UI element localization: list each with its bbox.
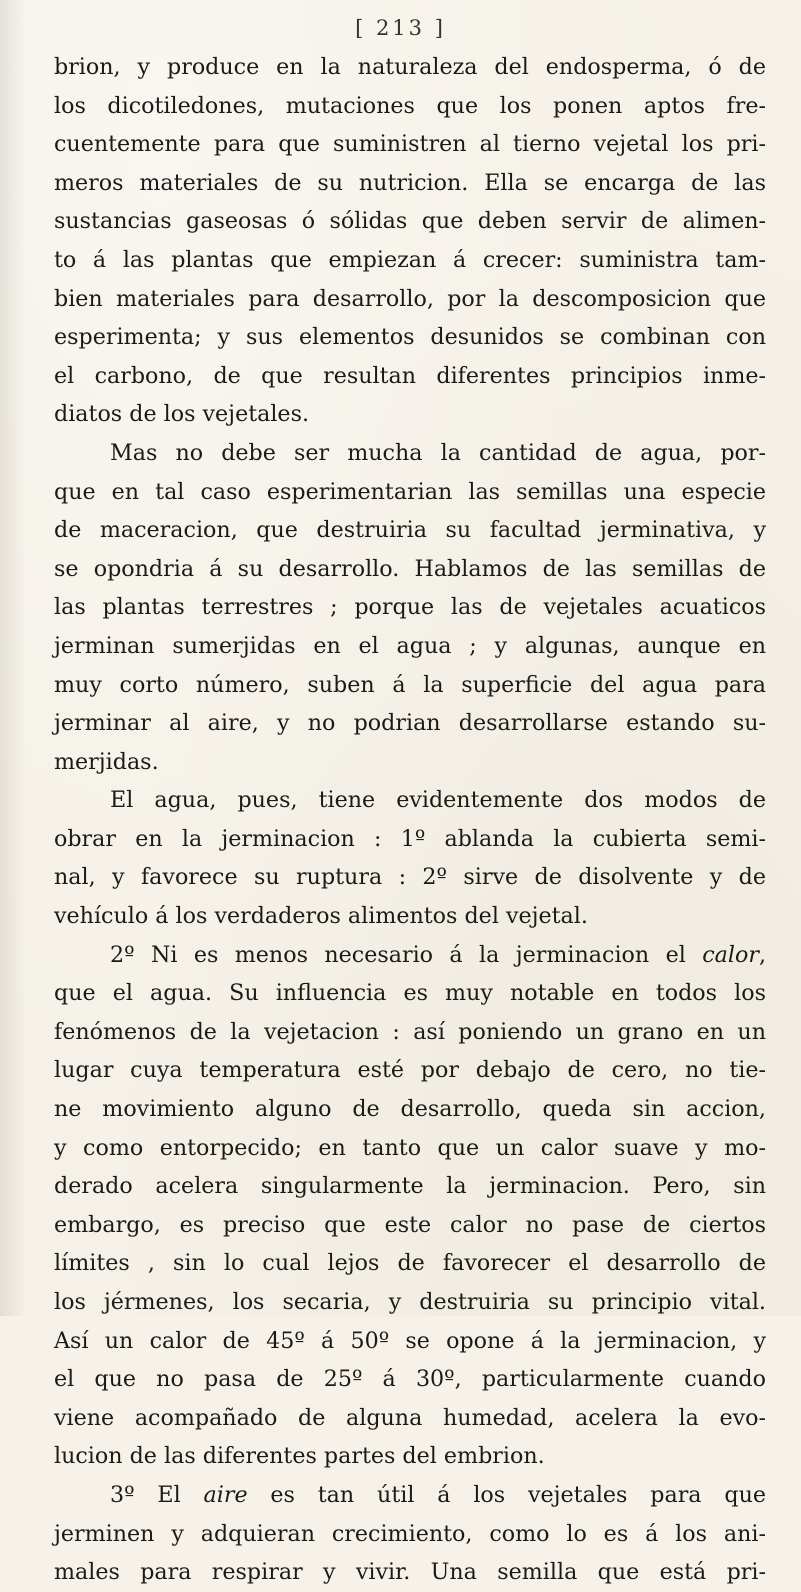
text-line: jerminan sumerjidas en el agua ; y algunas, aunque en <box>54 632 766 659</box>
text-line: los jérmenes, los secaria, y destruiria su principio vital. <box>54 1289 766 1315</box>
paragraph <box>54 781 766 935</box>
text-line: obrar en la jerminacion : 1º ablanda la cubierta semi- <box>54 825 766 852</box>
text-line: embargo, es preciso que este calor no pase de ciertos <box>54 1211 766 1238</box>
text-line: las plantas terrestres ; porque las de vejetales acuaticos <box>54 594 766 621</box>
text-line: se opondria á su desarrollo. Hablamos de las semillas de <box>54 555 766 582</box>
text-line: nal, y favorece su ruptura : 2º sirve de disolvente y de <box>54 864 766 891</box>
paragraph <box>54 48 766 434</box>
text-line: bien materiales para desarrollo, por la descomposicion que <box>54 285 766 312</box>
text-line: esperimenta; y sus elementos desunidos se combinan con <box>54 324 766 351</box>
text-line: fenómenos de la vejetacion : así poniendo un grano en un <box>54 1018 766 1045</box>
text-line: El agua, pues, tiene evidentemente dos modos de <box>110 787 766 814</box>
italic-term: calor <box>702 941 759 968</box>
text-line <box>54 1476 766 1515</box>
text-line: Mas no debe ser mucha la cantidad de agua, por- <box>110 439 766 466</box>
text-line: diatos de los vejetales. <box>54 401 310 428</box>
text-line: Así un calor de 45º á 50º se opone á la jerminacion, y <box>54 1327 766 1354</box>
text-line: límites , sin lo cual lejos de favorecer el desarrollo de <box>54 1250 766 1277</box>
text-line: lucion de las diferentes partes del embrion. <box>54 1443 545 1470</box>
paragraph <box>54 434 766 781</box>
text-line: que el agua. Su influencia es muy notable en todos los <box>54 980 766 1007</box>
text-line: viene acompañado de alguna humedad, acelera la evo- <box>54 1404 766 1431</box>
text-run: 2º Ni es menos necesario á la jerminacion el <box>110 941 703 968</box>
text-run: , <box>758 941 766 968</box>
paragraph <box>54 1476 766 1592</box>
text-line: jerminen y adquieran crecimiento, como lo es á los ani- <box>54 1520 766 1547</box>
paragraph <box>54 936 766 1476</box>
text-line: los dicotiledones, mutaciones que los ponen aptos fre- <box>54 92 766 119</box>
text-line: to á las plantas que empiezan á crecer: suministra tam- <box>54 246 766 273</box>
text-line: sustancias gaseosas ó sólidas que deben servir de alimen- <box>54 208 766 235</box>
text-line: el que no pasa de 25º á 30º, particularmente cuando <box>54 1366 766 1393</box>
text-run: es tan útil á los vejetales para que <box>247 1481 766 1508</box>
text-line <box>54 936 766 975</box>
text-line: el carbono, de que resultan diferentes principios inme- <box>54 362 766 389</box>
italic-term: aire <box>203 1481 248 1508</box>
page-number: [ 213 ] <box>355 16 446 40</box>
text-line: meros materiales de su nutricion. Ella se encarga de las <box>54 169 766 196</box>
gutter-shadow <box>0 0 26 1316</box>
text-line: jerminar al aire, y no podrian desarrollarse estando su- <box>54 710 766 737</box>
text-line: ne movimiento alguno de desarrollo, queda sin accion, <box>54 1096 766 1123</box>
text-line: males para respirar y vivir. Una semilla que está pri- <box>54 1559 766 1586</box>
text-line: merjidas. <box>54 748 159 775</box>
text-line: muy corto número, suben á la superficie del agua para <box>54 671 766 698</box>
text-line: cuentemente para que suministren al tierno vejetal los pri- <box>54 131 766 158</box>
text-line: y como entorpecido; en tanto que un calor suave y mo- <box>54 1134 766 1161</box>
text-run: 3º El <box>110 1481 204 1508</box>
text-line: brion, y produce en la naturaleza del endosperma, ó de <box>54 54 766 80</box>
text-line: lugar cuya temperatura esté por debajo de cero, no tie- <box>54 1057 766 1084</box>
text-line: de maceracion, que destruiria su facultad jerminativa, y <box>54 517 766 544</box>
text-line: vehículo á los verdaderos alimentos del vejetal. <box>54 903 588 930</box>
text-line: derado acelera singularmente la jerminacion. Pero, sin <box>54 1173 766 1200</box>
body-text <box>54 48 766 1592</box>
text-line: que en tal caso esperimentarian las semillas una especie <box>54 478 766 505</box>
